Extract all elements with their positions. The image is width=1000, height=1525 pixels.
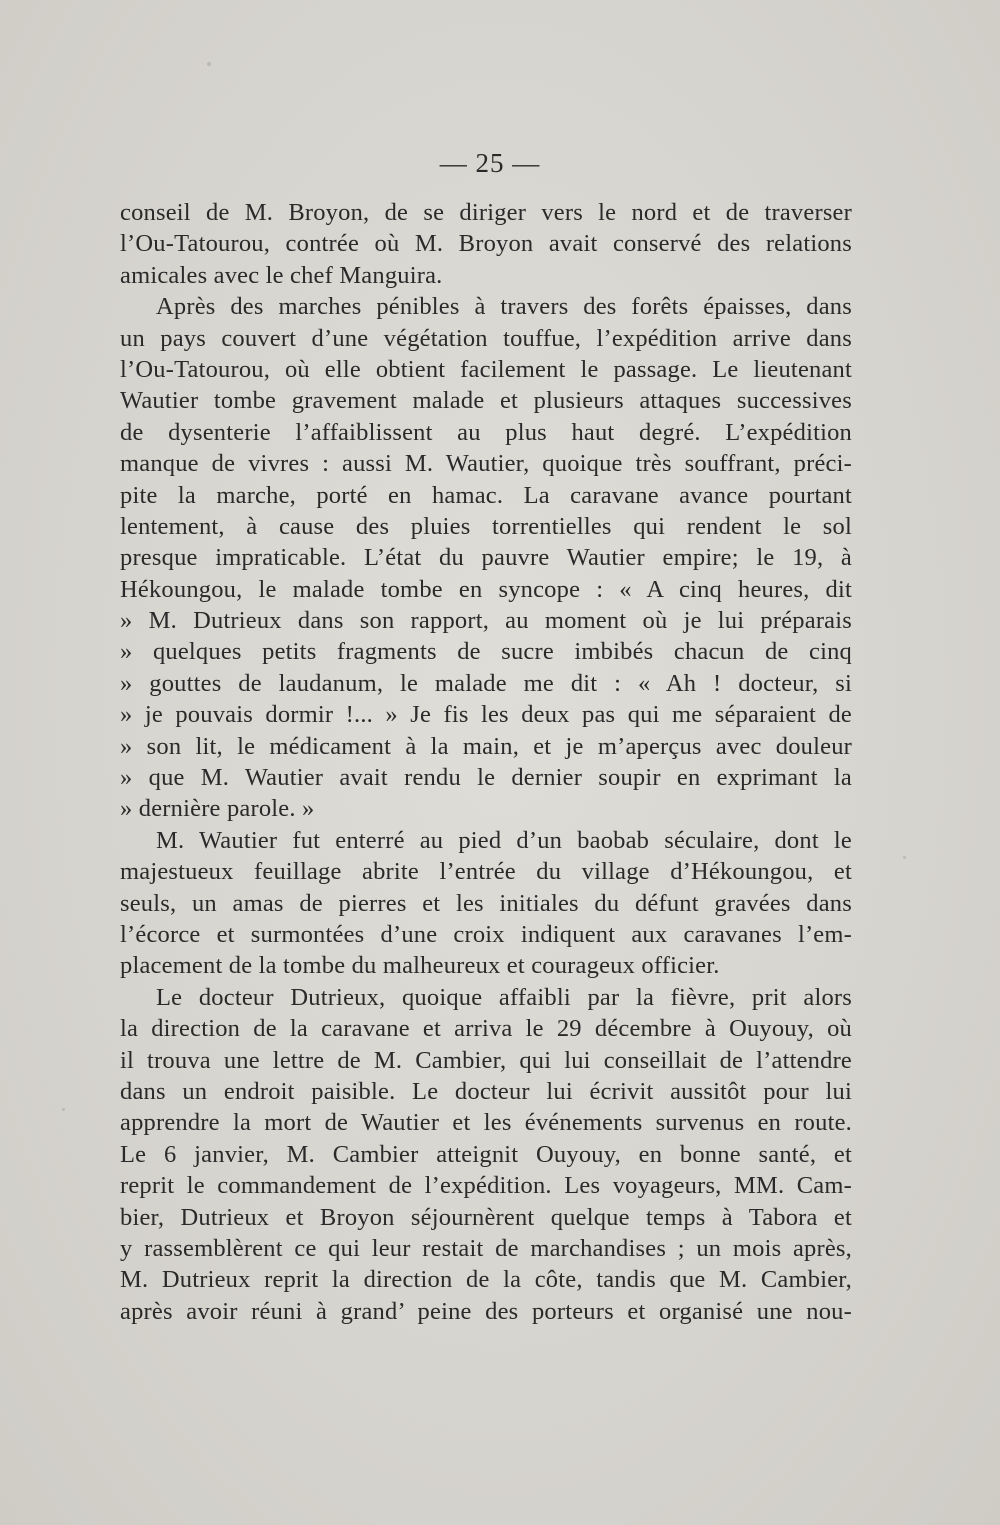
text-line: placement de la tombe du malheureux et courageux officier.: [120, 952, 720, 980]
text-line: Le docteur Dutrieux, quoique affaibli par la fièvre, prit alors: [156, 983, 852, 1011]
text-line: » M. Dutrieux dans son rapport, au moment où je lui préparais: [120, 607, 852, 635]
text-line: apprendre la mort de Wautier et les événements survenus en route.: [120, 1109, 852, 1137]
text-line: pite la marche, porté en hamac. La caravane avance pourtant: [120, 481, 852, 509]
paper-speck: [207, 62, 211, 66]
text-line: un pays couvert d’une végétation touffue, l’expédition arrive dans: [120, 324, 852, 352]
text-line: presque impraticable. L’état du pauvre Wautier empire; le 19, à: [120, 544, 852, 572]
text-line: » quelques petits fragments de sucre imbibés chacun de cinq: [120, 638, 852, 666]
text-line: de dysenterie l’affaiblissent au plus haut degré. L’expédition: [120, 418, 852, 446]
text-line: l’Ou-Tatourou, contrée où M. Broyon avait conservé des relations: [120, 230, 852, 258]
text-line: lentement, à cause des pluies torrentielles qui rendent le sol: [120, 512, 852, 540]
text-line: Après des marches pénibles à travers des forêts épaisses, dans: [156, 293, 852, 321]
paper-speck: [903, 856, 906, 859]
text-line: y rassemblèrent ce qui leur restait de marchandises ; un mois après,: [120, 1234, 852, 1262]
text-line: l’Ou-Tatourou, où elle obtient facilement le passage. Le lieutenant: [120, 355, 852, 383]
text-line: M. Wautier fut enterré au pied d’un baobab séculaire, dont le: [156, 826, 852, 854]
text-line: après avoir réuni à grand’ peine des porteurs et organisé une nou-: [120, 1297, 852, 1325]
text-line: majestueux feuillage abrite l’entrée du village d’Hékoungou, et: [120, 858, 852, 886]
text-line: l’écorce et surmontées d’une croix indiquent aux caravanes l’em-: [120, 920, 852, 948]
text-line: seuls, un amas de pierres et les initiales du défunt gravées dans: [120, 889, 852, 917]
text-line: Wautier tombe gravement malade et plusieurs attaques successives: [120, 387, 852, 415]
text-line: » son lit, le médicament à la main, et je m’aperçus avec douleur: [120, 732, 852, 760]
text-line: reprit le commandement de l’expédition. Les voyageurs, MM. Cam-: [120, 1172, 852, 1200]
page-number: — 25 —: [439, 148, 541, 178]
text-line: amicales avec le chef Manguira.: [120, 261, 443, 289]
text-line: » gouttes de laudanum, le malade me dit : « Ah ! docteur, si: [120, 669, 852, 697]
text-line: » je pouvais dormir !... » Je fis les deux pas qui me séparaient de: [120, 701, 852, 729]
text-line: manque de vivres : aussi M. Wautier, quoique très souffrant, préci-: [120, 450, 852, 478]
text-line: la direction de la caravane et arriva le 29 décembre à Ouyouy, où: [120, 1015, 852, 1043]
paper-speck: [62, 1108, 65, 1111]
text-line: Hékoungou, le malade tombe en syncope : « A cinq heures, dit: [120, 575, 852, 603]
text-line: bier, Dutrieux et Broyon séjournèrent quelque temps à Tabora et: [120, 1203, 852, 1231]
text-line: dans un endroit paisible. Le docteur lui écrivit aussitôt pour lui: [120, 1077, 852, 1105]
text-line: » que M. Wautier avait rendu le dernier soupir en exprimant la: [120, 764, 852, 792]
text-line: » dernière parole. »: [120, 795, 315, 823]
body-text: [120, 197, 852, 1327]
text-line: M. Dutrieux reprit la direction de la côte, tandis que M. Cambier,: [120, 1266, 852, 1294]
text-line: conseil de M. Broyon, de se diriger vers le nord et de traverser: [120, 199, 852, 226]
text-line: Le 6 janvier, M. Cambier atteignit Ouyouy, en bonne santé, et: [120, 1140, 852, 1168]
text-line: il trouva une lettre de M. Cambier, qui lui conseillait de l’attendre: [120, 1046, 852, 1074]
